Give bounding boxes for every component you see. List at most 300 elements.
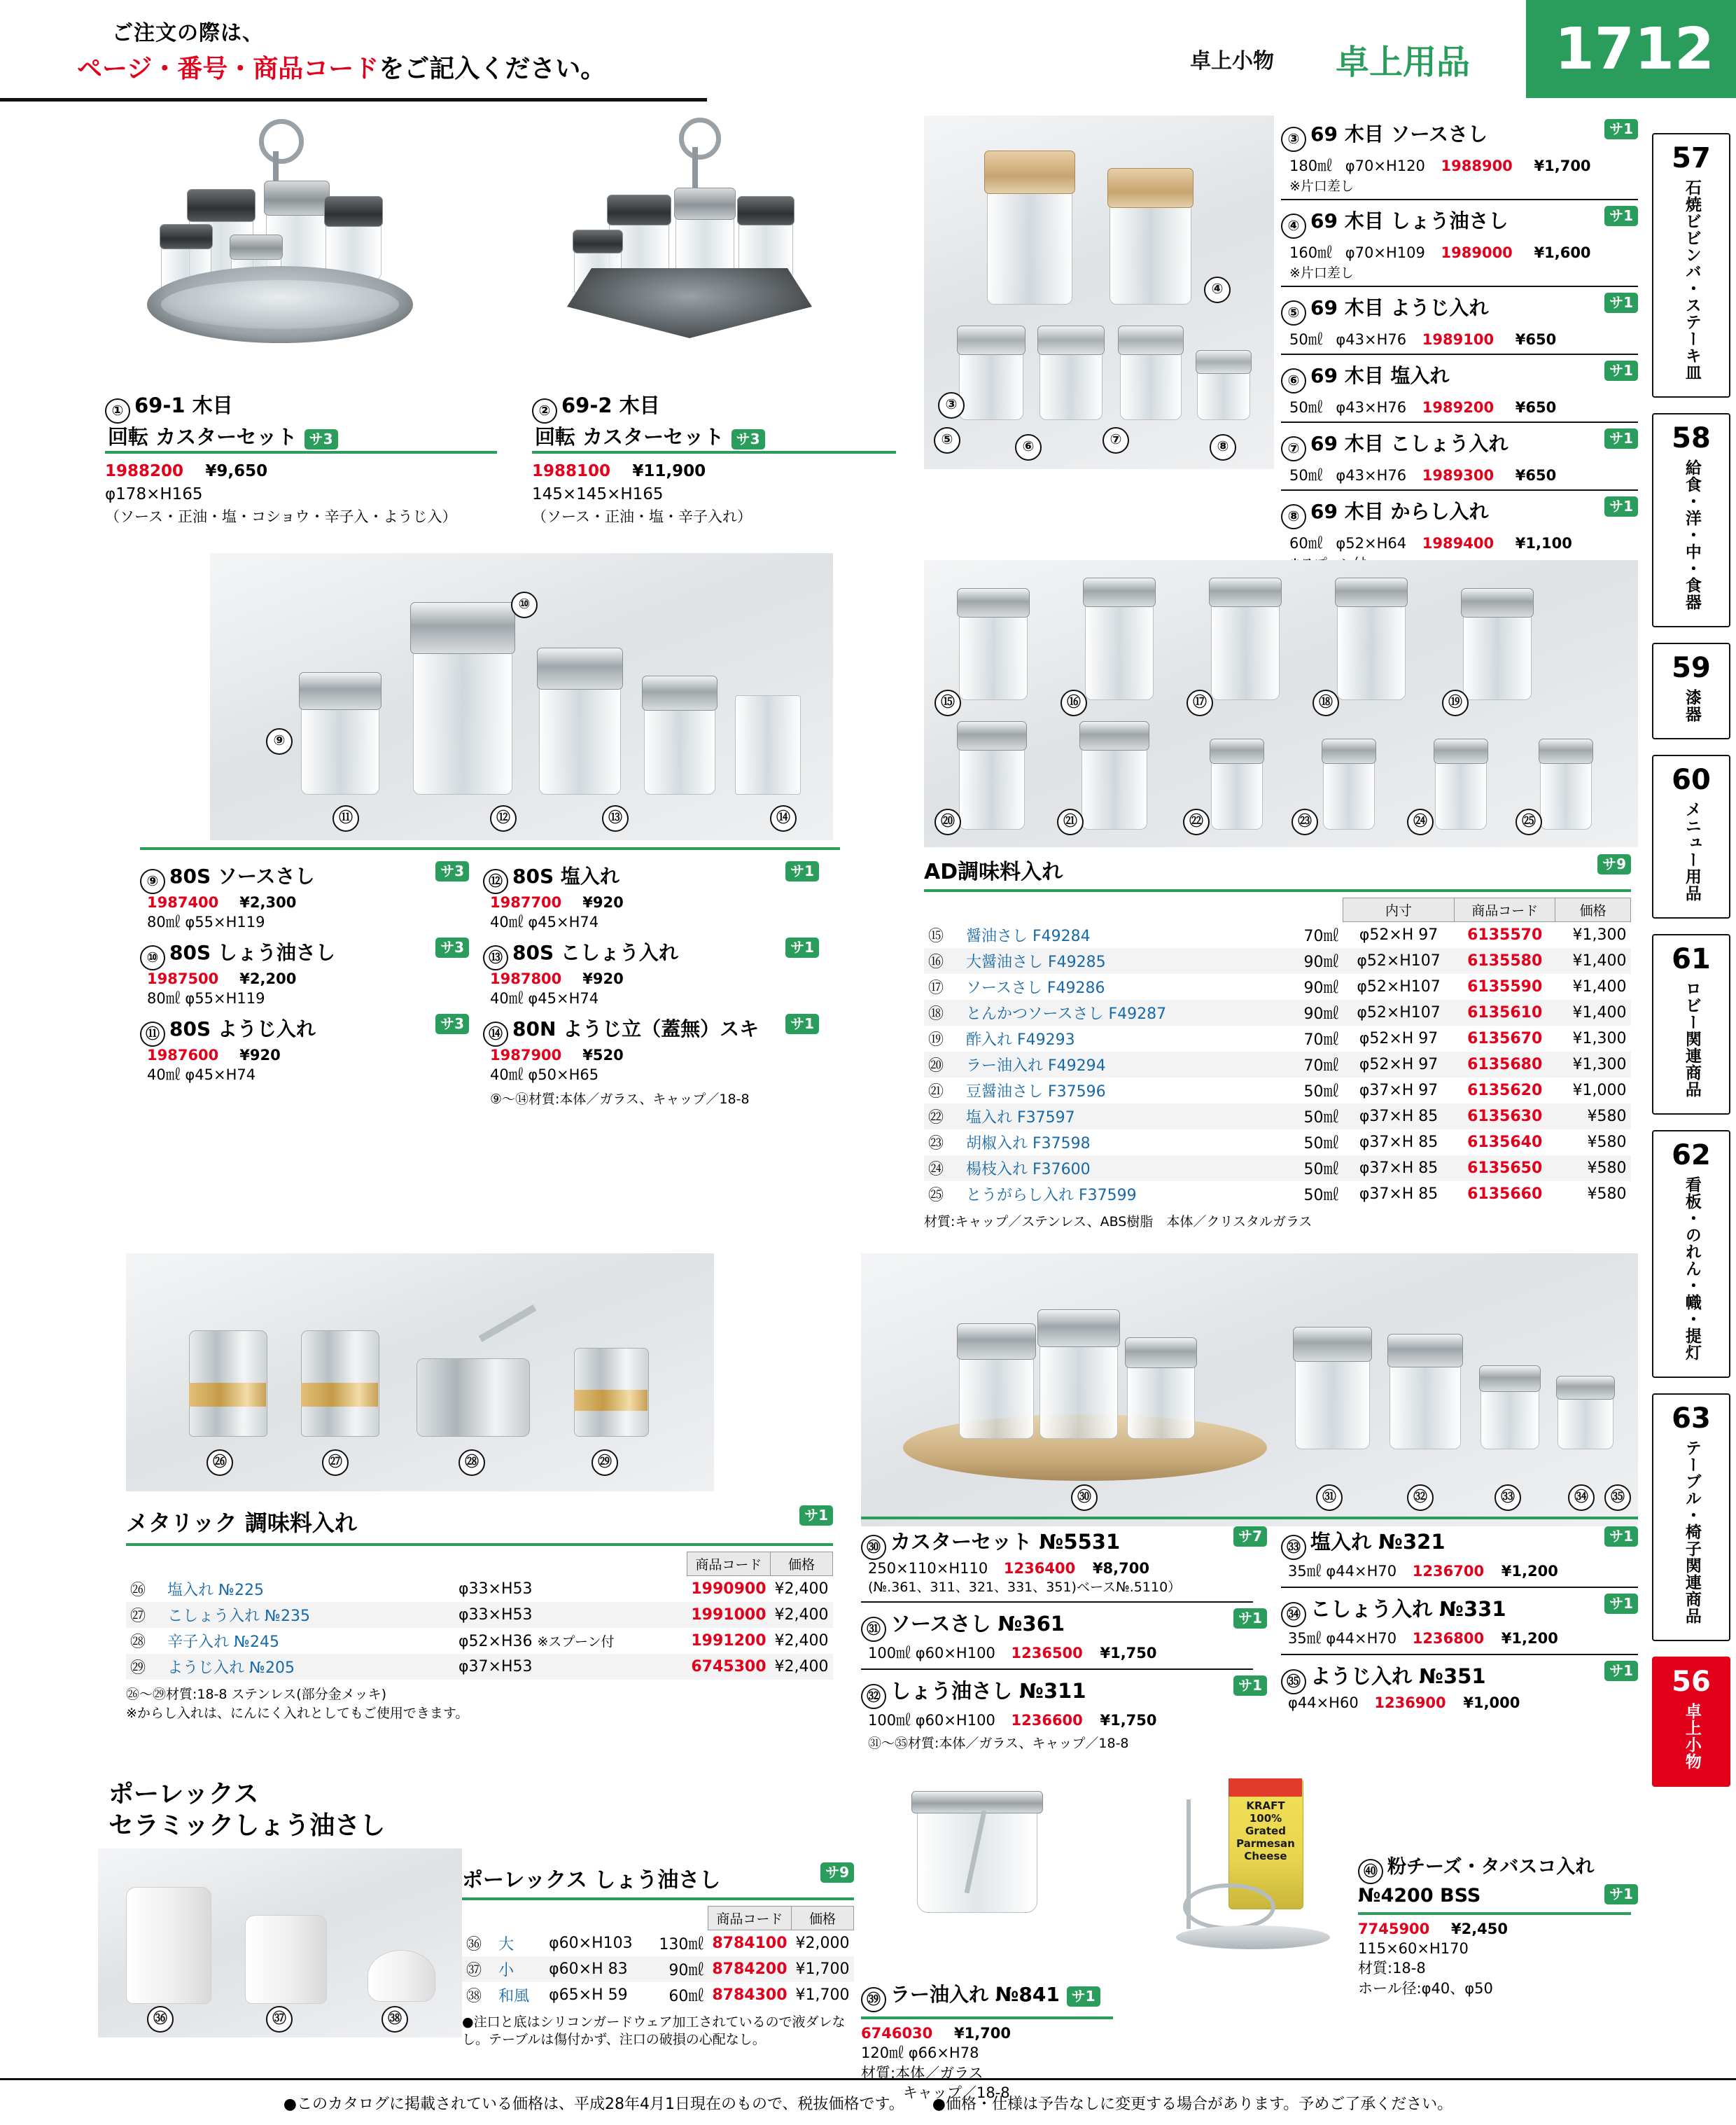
photo-marker-14: ⑭ — [770, 805, 797, 832]
item-price: ¥1,100 — [1515, 535, 1572, 552]
item-number: ⑩ — [140, 945, 165, 970]
item-spec: 40㎖ φ45×H74 — [147, 1066, 256, 1083]
product-10: ⑩ 80S しょう油さし サ3 — [140, 938, 469, 970]
row-name: とんかつソースさし F49287 — [962, 1000, 1264, 1026]
row-price: ¥1,400 — [1555, 1000, 1631, 1026]
index-tab-62[interactable] — [1652, 1130, 1730, 1378]
metallic-table-block — [126, 1505, 833, 1722]
row-price: ¥580 — [1587, 1185, 1627, 1203]
row-code: 1990900 — [691, 1580, 766, 1598]
photo-marker-10: ⑩ — [511, 592, 538, 618]
row-name: 楊枝入れ F37600 — [962, 1155, 1264, 1181]
photo-marker-29: ㉙ — [592, 1449, 618, 1476]
item-number: ⑦ — [1281, 436, 1306, 461]
row-number: ⑮ — [928, 927, 944, 945]
footer-right: ●価格・仕様は予告なしに変更する場合があります。予めご了承ください。 — [932, 2095, 1453, 2113]
tab-label: ロビー関連商品 — [1682, 980, 1701, 1098]
product-31: ㉛ ソースさし №361 サ1 — [861, 1608, 1267, 1642]
item-badge: サ1 — [785, 1014, 819, 1034]
row-name: 塩入れ №225 — [167, 1581, 264, 1599]
item-volume: 50㎖ — [1289, 467, 1323, 484]
tab-number: 63 — [1672, 1402, 1711, 1435]
product-2-note: （ソース・正油・塩・辛子入れ） — [532, 508, 752, 526]
item-model: №4200 BSS — [1358, 1885, 1481, 1907]
metallic-title: メタリック 調味料入れ — [126, 1510, 357, 1536]
table-header-row — [462, 1907, 854, 1930]
s80-material: ⑨〜⑭材質:本体／ガラス、キャップ／18-8 — [490, 1092, 750, 1107]
item-code: 1989400 — [1422, 535, 1494, 552]
item-code: 1989000 — [1441, 244, 1513, 261]
row-volume: 130㎖ — [659, 1935, 704, 1953]
ad-table-material: 材質:キャップ／ステンレス、ABS樹脂 本体／クリスタルガラス — [924, 1213, 1312, 1229]
porelex-note: ●注口と底はシリコンガードウェア加工されているので液ダレなし。テーブルは傷付かず、注口の破損の心配なし。 — [462, 2014, 846, 2048]
row-name: 豆醤油さし F37596 — [966, 1082, 1106, 1101]
row-name: 小 — [494, 1956, 545, 1982]
row-volume: 90㎖ — [1264, 1000, 1343, 1026]
ad-table-title: AD調味料入れ — [924, 860, 1063, 884]
item-code: 1989100 — [1422, 331, 1494, 348]
item-code: 1987900 — [490, 1047, 562, 1064]
item-price: ¥650 — [1515, 399, 1557, 416]
metallic-badge: サ1 — [799, 1505, 833, 1526]
item-size: φ52×H64 — [1336, 535, 1407, 552]
table-row — [126, 1576, 833, 1602]
item-number: ㊴ — [861, 1987, 886, 2012]
photo-caster-5531-group — [861, 1253, 1638, 1526]
item-material-note: ㉛〜㉟材質:本体／ガラス、キャップ／18-8 — [868, 1736, 1129, 1751]
product-1 — [105, 392, 497, 527]
metallic-table — [126, 1552, 833, 1680]
table-header-row — [924, 898, 1631, 922]
row-price: ¥1,400 — [1555, 948, 1631, 974]
photo-cheese-holder — [1148, 1750, 1358, 1988]
item-price: ¥920 — [582, 894, 624, 911]
item-number: ⑪ — [140, 1022, 165, 1047]
row-volume: 70㎖ — [1303, 927, 1339, 945]
item-price: ¥520 — [582, 1047, 624, 1064]
row-number: ⑳ — [924, 1052, 962, 1078]
tab-number: 58 — [1672, 422, 1711, 454]
list-80s-left — [140, 861, 469, 1085]
item-number: ⑭ — [483, 1022, 508, 1047]
row-name: こしょう入れ №235 — [163, 1602, 454, 1628]
row-size: φ52×H 97 — [1359, 1029, 1438, 1047]
photo-marker-7: ⑦ — [1102, 427, 1129, 454]
row-number: ㉖ — [130, 1581, 146, 1599]
item-price: ¥650 — [1515, 467, 1557, 484]
photo-marker-33: ㉝ — [1494, 1484, 1521, 1511]
item-spec: 120㎖ φ66×H78 — [861, 2044, 979, 2062]
item-price: ¥1,700 — [1534, 158, 1591, 174]
row-code: 8784300 — [712, 1986, 788, 2004]
photo-caster-set-69-2 — [518, 105, 854, 378]
product-1-price: ¥9,650 — [205, 462, 268, 481]
item-number: ㉜ — [861, 1684, 886, 1709]
row-name: 大 — [498, 1935, 514, 1953]
product-1-size: φ178×H165 — [105, 485, 203, 504]
item-material: 材質:18-8 — [1358, 1960, 1426, 1977]
item-code: 1987800 — [490, 970, 562, 987]
item-size: φ43×H76 — [1336, 331, 1407, 348]
item-volume: 160㎖ — [1289, 244, 1333, 261]
row-name: ラー油入れ F49294 — [962, 1052, 1264, 1078]
tab-label: 石焼ビビンバ・ステーキ皿 — [1682, 179, 1701, 381]
metallic-note-2: ※からし入れは、にんにく入れとしてもご使用できます。 — [126, 1705, 469, 1721]
porelex-heading — [108, 1778, 542, 1841]
item-spec: φ44×H60 — [1288, 1694, 1359, 1711]
table-row — [462, 1930, 854, 1956]
item-spec: 115×60×H170 — [1358, 1940, 1469, 1958]
item-code: 1236400 — [1003, 1560, 1076, 1577]
row-volume: 70㎖ — [1303, 1031, 1339, 1049]
photo-80s-group — [210, 553, 833, 840]
row-price: ¥2,400 — [771, 1602, 833, 1628]
product-39: ㊴ ラー油入れ №841 サ1 6746030 ¥1,700 120㎖ φ66×H78 材質:本体／ガラス キャップ／18-8 — [861, 1981, 1127, 2103]
table-row — [462, 1956, 854, 1982]
item-price: ¥1,600 — [1534, 244, 1591, 261]
col-price: 価格 — [792, 1907, 854, 1930]
item-badge: サ1 — [1067, 1986, 1100, 2007]
table-row — [924, 922, 1631, 948]
tab-label: 卓上小物 — [1682, 1703, 1701, 1770]
woodgrain-item-7: ⑦ 69 木目 こしょう入れ サ1 — [1281, 429, 1638, 461]
row-size: φ60×H 83 — [545, 1956, 650, 1982]
row-price: ¥580 — [1587, 1133, 1627, 1151]
table-row — [462, 1982, 854, 2008]
metallic-note-1: ㉖〜㉙材質:18-8 ステンレス(部分金メッキ) — [126, 1686, 387, 1702]
photo-marker-32: ㉜ — [1407, 1484, 1434, 1511]
row-size: φ52×H107 — [1357, 977, 1441, 996]
row-name: 醤油さし F49284 — [966, 927, 1091, 945]
tab-number: 57 — [1672, 142, 1711, 174]
page-footer — [0, 2078, 1736, 2125]
item-code: 1987400 — [147, 894, 219, 911]
row-number: ㊳ — [466, 1987, 482, 2005]
row-number: ⑲ — [928, 1031, 944, 1049]
list-80s-right — [483, 861, 819, 1108]
item-note: ※片口差し — [1289, 179, 1354, 194]
item-code: 1236900 — [1374, 1694, 1446, 1711]
porelex-table-title: ポーレックス しょう油さし — [462, 1868, 721, 1893]
tab-number: 56 — [1672, 1666, 1711, 1698]
col-code: 商品コード — [1455, 898, 1555, 922]
row-size: φ60×H103 — [549, 1934, 633, 1952]
row-code: 6135580 — [1455, 948, 1555, 974]
product-13: ⑬ 80S こしょう入れ サ1 — [483, 938, 819, 970]
item-number: ③ — [1281, 127, 1306, 152]
item-price: ¥650 — [1515, 331, 1557, 348]
row-code: 6745300 — [687, 1654, 770, 1680]
row-code: 6135610 — [1455, 1000, 1555, 1026]
item-code: 7745900 — [1358, 1920, 1430, 1937]
row-size: φ52×H 97 — [1343, 1052, 1455, 1078]
product-1-badge: サ3 — [304, 429, 338, 450]
photo-marker-36: ㊱ — [147, 2006, 174, 2033]
index-tab-56[interactable] — [1652, 1657, 1730, 1787]
index-tab-61[interactable] — [1652, 934, 1730, 1115]
row-name: とうがらし入れ F37599 — [966, 1186, 1137, 1204]
item-spec: 100㎖ φ60×H100 — [868, 1645, 995, 1661]
item-hole-size: ホール径:φ40、φ50 — [1358, 1979, 1493, 1997]
item-code: 1236800 — [1412, 1630, 1485, 1647]
row-name: 胡椒入れ F37598 — [966, 1134, 1091, 1152]
porelex-table — [462, 1906, 854, 2008]
row-price: ¥580 — [1555, 1155, 1631, 1181]
row-number: ㉙ — [126, 1654, 163, 1680]
tab-number: 59 — [1672, 652, 1711, 684]
product-9: ⑨ 80S ソースさし サ3 — [140, 861, 469, 894]
photo-marker-27: ㉗ — [322, 1449, 349, 1476]
product-11: ⑪ 80S ようじ入れ サ3 — [140, 1014, 469, 1047]
col-inner-size: 内寸 — [1343, 898, 1455, 922]
photo-marker-38: ㊳ — [382, 2006, 408, 2033]
photo-marker-12: ⑫ — [490, 805, 517, 832]
item-spec: 40㎖ φ45×H74 — [490, 990, 599, 1007]
item-spec: 80㎖ φ55×H119 — [147, 990, 265, 1007]
row-number: ㊱ — [466, 1935, 482, 1953]
item-material-1: 材質:本体／ガラス — [861, 2064, 983, 2082]
table-row — [924, 1155, 1631, 1181]
product-1-code: 1988200 — [105, 462, 184, 481]
row-code: 6135670 — [1467, 1029, 1543, 1047]
product-2-number: ② — [532, 398, 557, 424]
item-size: φ43×H76 — [1336, 467, 1407, 484]
order-note-tail: をご記入ください。 — [379, 55, 606, 83]
woodgrain-list — [1281, 119, 1638, 597]
photo-marker-4: ④ — [1204, 277, 1231, 303]
row-number: ㉑ — [928, 1082, 944, 1101]
item-code: 1989200 — [1422, 399, 1494, 416]
item-badge: サ1 — [1604, 1594, 1638, 1614]
item-number: ㉚ — [861, 1535, 886, 1560]
item-size: φ43×H76 — [1336, 399, 1407, 416]
row-name: 塩入れ F37597 — [962, 1103, 1264, 1129]
item-number: ⑨ — [140, 869, 165, 894]
item-number: ㉞ — [1281, 1602, 1306, 1627]
item-badge: サ3 — [435, 1014, 469, 1034]
photo-marker-30: ㉚ — [1071, 1484, 1098, 1511]
caster-list-right — [1281, 1526, 1638, 1711]
product-33: ㉝ 塩入れ №321 サ1 — [1281, 1526, 1638, 1560]
tab-label: メニュー用品 — [1682, 801, 1701, 902]
item-number: ④ — [1281, 214, 1306, 239]
item-volume: 180㎖ — [1289, 158, 1333, 174]
photo-marker-16: ⑯ — [1060, 690, 1087, 716]
item-spec: 35㎖ φ44×H70 — [1288, 1630, 1397, 1647]
product-2 — [532, 392, 896, 527]
row-price: ¥1,300 — [1572, 926, 1627, 944]
photo-caster-set-69-1 — [105, 105, 462, 378]
item-badge: サ1 — [1604, 119, 1638, 139]
row-price: ¥2,000 — [795, 1934, 850, 1952]
order-note-highlight: ページ・番号・商品コード — [77, 55, 379, 83]
can-percent: 100% — [1249, 1812, 1282, 1825]
product-34: ㉞ こしょう入れ №331 サ1 — [1281, 1594, 1638, 1627]
row-price: ¥2,400 — [774, 1580, 829, 1598]
header-category-area — [707, 0, 1519, 98]
item-price: ¥1,700 — [953, 2025, 1011, 2042]
row-price: ¥2,400 — [774, 1631, 829, 1650]
index-tab-58[interactable] — [1652, 413, 1730, 627]
product-32: ㉜ しょう油さし №311 サ1 — [861, 1675, 1267, 1709]
row-volume: 90㎖ — [650, 1956, 708, 1982]
row-code: 8784200 — [708, 1956, 791, 1982]
item-note: (№.361、311、321、331、351)ベース№.5110） — [868, 1580, 1182, 1595]
product-2-title-line2: 回転 カスターセット サ3 — [535, 424, 896, 451]
woodgrain-item-4: ④ 69 木目 しょう油さし サ1 — [1281, 206, 1638, 239]
table-row — [924, 1181, 1631, 1207]
photo-marker-24: ㉔ — [1407, 809, 1434, 835]
item-code: 1987500 — [147, 970, 219, 987]
col-code: 商品コード — [687, 1552, 770, 1576]
row-volume: 50㎖ — [1264, 1103, 1343, 1129]
item-badge: サ1 — [1604, 429, 1638, 449]
item-price: ¥2,300 — [239, 894, 297, 911]
row-size: φ37×H 85 — [1343, 1155, 1455, 1181]
row-size: φ37×H 85 — [1359, 1133, 1438, 1151]
photo-marker-6: ⑥ — [1015, 434, 1042, 461]
product-2-size: 145×145×H165 — [532, 485, 664, 504]
item-badge: サ3 — [435, 938, 469, 958]
row-number: ㉔ — [924, 1155, 962, 1181]
can-parmesan: Parmesan — [1236, 1837, 1295, 1850]
item-price: ¥8,700 — [1092, 1560, 1149, 1577]
item-volume: 50㎖ — [1289, 399, 1323, 416]
row-size: φ37×H 85 — [1359, 1185, 1438, 1203]
row-price: ¥580 — [1555, 1103, 1631, 1129]
row-code: 8784100 — [712, 1934, 788, 1952]
ad-table-block — [924, 854, 1631, 1230]
item-price: ¥2,450 — [1450, 1920, 1508, 1937]
item-number: ㉝ — [1281, 1535, 1306, 1560]
row-volume: 50㎖ — [1303, 1134, 1339, 1152]
row-name: 辛子入れ №245 — [167, 1633, 279, 1651]
item-code: 1236700 — [1412, 1563, 1485, 1580]
row-number: ⑯ — [924, 948, 962, 974]
row-size: φ52×H36 — [458, 1632, 533, 1650]
photo-porelex-group — [98, 1848, 462, 2037]
photo-marker-18: ⑱ — [1312, 690, 1339, 716]
tab-number: 62 — [1672, 1139, 1711, 1171]
header-subcategory: 卓上小物 — [1190, 49, 1274, 74]
porelex-table-block — [462, 1862, 854, 2049]
porelex-heading-line2: セラミックしょう油さし — [108, 1811, 386, 1840]
item-badge: サ1 — [1604, 1661, 1638, 1681]
row-price: ¥1,400 — [1572, 977, 1627, 996]
product-30: ㉚ カスターセット №5531 サ7 — [861, 1526, 1267, 1560]
row-code: 6135590 — [1467, 977, 1543, 996]
photo-marker-35: ㉟ — [1604, 1484, 1631, 1511]
item-badge: サ3 — [435, 861, 469, 882]
row-price: ¥1,300 — [1555, 1052, 1631, 1078]
item-code: 1988900 — [1441, 158, 1513, 174]
photo-marker-23: ㉓ — [1292, 809, 1318, 835]
item-size: φ70×H120 — [1345, 158, 1425, 174]
table-row — [126, 1654, 833, 1680]
row-volume: 50㎖ — [1264, 1155, 1343, 1181]
woodgrain-item-3: ③ 69 木目 ソースさし サ1 — [1281, 119, 1638, 152]
index-tab-60[interactable] — [1652, 755, 1730, 919]
item-badge: サ1 — [1233, 1675, 1267, 1696]
col-price: 価格 — [1555, 898, 1631, 922]
row-name: 和風 — [498, 1987, 530, 2005]
item-number: ⑬ — [483, 945, 508, 970]
item-code: 1989300 — [1422, 467, 1494, 484]
product-2-code: 1988100 — [532, 462, 611, 481]
item-price: ¥1,750 — [1100, 1645, 1157, 1661]
row-price: ¥1,300 — [1572, 1029, 1627, 1047]
photo-ad-group — [924, 560, 1638, 847]
ad-table — [924, 898, 1631, 1207]
order-note-line1: ご注文の際は、 — [112, 21, 264, 46]
tab-label: 漆器 — [1682, 689, 1701, 723]
photo-marker-19: ⑲ — [1442, 690, 1469, 716]
row-code: 6135640 — [1467, 1133, 1543, 1151]
row-size: φ52×H107 — [1343, 1000, 1455, 1026]
photo-marker-3: ③ — [938, 392, 965, 419]
product-1-number: ① — [105, 398, 130, 424]
product-2-badge: サ3 — [732, 429, 765, 450]
photo-marker-28: ㉘ — [458, 1449, 485, 1476]
item-number: ㉟ — [1281, 1669, 1306, 1694]
item-code: 1987700 — [490, 894, 562, 911]
tab-label: 給食・洋・中・食器 — [1682, 459, 1701, 611]
photo-marker-26: ㉖ — [206, 1449, 233, 1476]
item-number: ⑧ — [1281, 504, 1306, 529]
index-tab-list — [1652, 133, 1736, 1802]
row-price: ¥1,700 — [792, 1956, 854, 1982]
row-name: 酢入れ F49293 — [966, 1031, 1075, 1049]
can-grated: Grated — [1245, 1825, 1286, 1837]
table-row — [924, 1052, 1631, 1078]
row-size: φ37×H 97 — [1359, 1081, 1438, 1099]
row-name: ようじ入れ №205 — [163, 1654, 454, 1680]
item-number: ⑤ — [1281, 300, 1306, 326]
row-number: ㊲ — [462, 1956, 494, 1982]
can-brand: KRAFT — [1246, 1799, 1285, 1812]
caster-list-left — [861, 1526, 1267, 1752]
table-row — [924, 948, 1631, 974]
photo-marker-15: ⑮ — [934, 690, 961, 716]
item-spec: 80㎖ φ55×H119 — [147, 914, 265, 931]
porelex-badge: サ9 — [820, 1862, 854, 1883]
item-price: ¥1,000 — [1463, 1694, 1520, 1711]
item-material-2: キャップ／18-8 — [903, 2084, 1010, 2102]
row-number: ㉘ — [130, 1633, 146, 1651]
tab-label: テーブル・椅子関連商品 — [1682, 1440, 1701, 1624]
item-code: 6746030 — [861, 2025, 933, 2042]
index-tab-57[interactable] — [1652, 133, 1730, 398]
product-1-title-line2: 回転 カスターセット サ3 — [108, 424, 497, 451]
item-price: ¥1,200 — [1501, 1563, 1558, 1580]
woodgrain-item-5: ⑤ 69 木目 ようじ入れ サ1 — [1281, 293, 1638, 326]
product-14: ⑭ 80N ようじ立（蓋無）スキ サ1 — [483, 1014, 819, 1047]
row-code: 1991200 — [691, 1631, 766, 1650]
index-tab-63[interactable] — [1652, 1393, 1730, 1641]
product-40: ㊵ 粉チーズ・タバスコ入れ №4200 BSS サ1 7745900 ¥2,450 115×60×H170 材質:18-8 ホール径:φ40、φ50 — [1358, 1855, 1638, 1998]
row-number: ⑱ — [924, 1000, 962, 1026]
row-code: 6135620 — [1467, 1081, 1543, 1099]
photo-marker-11: ⑪ — [332, 805, 359, 832]
row-price: ¥1,000 — [1572, 1081, 1627, 1099]
index-tab-59[interactable] — [1652, 643, 1730, 739]
product-1-title-line1: ① 69-1 木目 — [105, 392, 497, 424]
item-code: 1236500 — [1011, 1645, 1083, 1661]
photo-marker-25: ㉕ — [1516, 809, 1542, 835]
item-spec: 35㎖ φ44×H70 — [1288, 1563, 1397, 1580]
item-price: ¥920 — [582, 970, 624, 987]
tab-label: 看板・のれん・幟・提灯 — [1682, 1176, 1701, 1361]
